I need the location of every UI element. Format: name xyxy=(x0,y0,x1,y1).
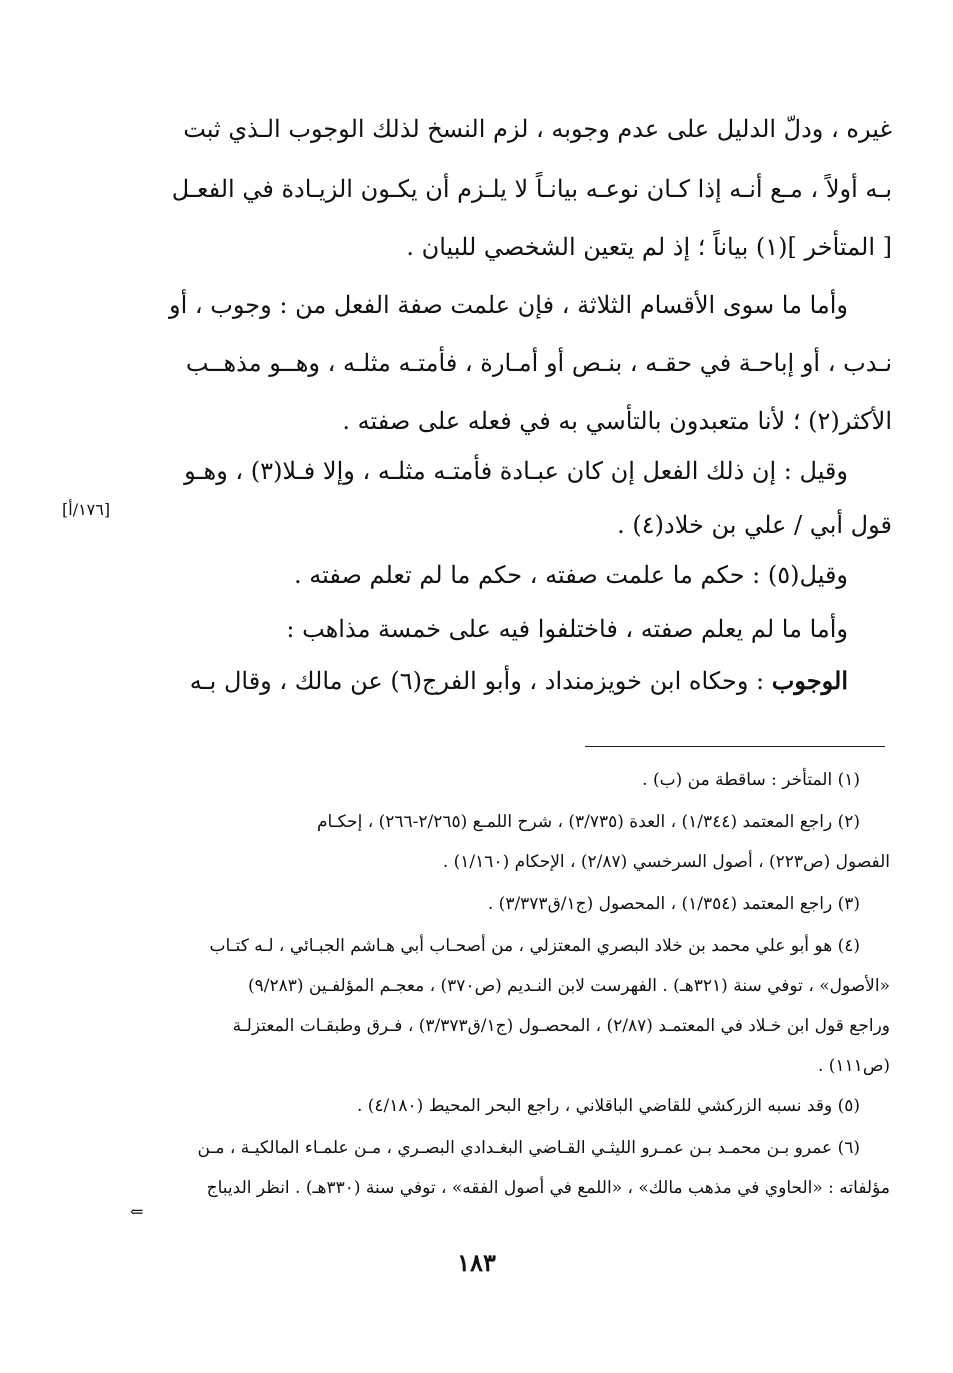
footnote-line: «الأصول» ، توفي سنة (٣٢١هـ) . الفهرست لابن النـديم (ص٣٧٠) ، معجـم المؤلفـين (٩/٢٨٣) xyxy=(247,976,890,996)
text-line: [ المتأخر ](١) بياناً ؛ إذ لم يتعين الشخصي للبيان . xyxy=(406,233,892,261)
footnote-line: (٤) هو أبو علي محمد بن خلاد البصري المعتزلي ، من أصحـاب أبي هـاشم الجبـائي ، لـه كتـاب xyxy=(209,936,860,956)
text-line-rest: : وحكاه ابن خويزمنداد ، وأبو الفرج(٦) عن مالك ، وقال بـه xyxy=(189,667,772,695)
text-line: وأما ما لم يعلم صفته ، فاختلفوا فيه على خمسة مذاهب : xyxy=(286,615,848,643)
footnote-line: مؤلفاته : «الحاوي في مذهب مالك» ، «اللمع في أصول الفقه» ، توفي سنة (٣٣٠هـ) . انظر الديباج xyxy=(206,1178,890,1198)
text-line: وقيل(٥) : حكم ما علمت صفته ، حكم ما لم تعلم صفته . xyxy=(294,561,848,589)
footnote-line: وراجع قول ابن خـلاد في المعتمـد (٢/٨٧) ، المحصـول (ج١/ق٣/٣٧٣) ، فـرق وطبقـات المعتزلـة xyxy=(232,1016,890,1036)
text-line: بـه أولاً ، مـع أنـه إذا كـان نوعـه بيانـاً لا يلـزم أن يكـون الزيـادة في الفعـل xyxy=(171,175,892,203)
footnote-line: الفصول (ص٢٢٣) ، أصول السرخسي (٢/٨٧) ، الإحكام (١/١٦٠) . xyxy=(442,852,890,872)
margin-folio-note: [١٧٦/أ] xyxy=(62,500,111,519)
text-line: غيره ، ودلّ الدليل على عدم وجوبه ، لزم النسخ لذلك الوجوب الـذي ثبت xyxy=(183,115,892,143)
text-line: قول أبي / علي بن خلاد(٤) . xyxy=(617,511,892,539)
text-line-last xyxy=(132,652,892,710)
text-line: نـدب ، أو إباحـة في حقـه ، بنـص أو أمـارة ، فأمتـه مثلـه ، وهــو مذهــب xyxy=(185,349,892,377)
footnote-separator xyxy=(585,746,885,747)
page-number: ١٨٣ xyxy=(457,1248,496,1277)
text-line: وأما ما سوى الأقسام الثلاثة ، فإن علمت صفة الفعل من : وجوب ، أو xyxy=(169,291,848,319)
text-line: وقيل : إن ذلك الفعل إن كان عبـادة فأمتـه مثلـه ، وإلا فـلا(٣) ، وهـو xyxy=(184,457,848,485)
footnote-line: (٥) وقد نسبه الزركشي للقاضي الباقلاني ، راجع البحر المحيط (٤/١٨٠) . xyxy=(356,1096,860,1116)
footnote-line: (٣) راجع المعتمد (١/٣٥٤) ، المحصول (ج١/ق٣/٣٧٣) . xyxy=(487,894,860,914)
continue-arrow-icon: ⇐ xyxy=(130,1202,144,1221)
text-line: الأكثر(٢) ؛ لأنا متعبدون بالتأسي به في فعله على صفته . xyxy=(342,407,892,435)
footnote-line: (٢) راجع المعتمد (١/٣٤٤) ، العدة (٣/٧٣٥) ، شرح اللمـع (٢/٢٦٥-٢٦٦) ، إحكـام xyxy=(316,812,860,832)
footnote-line: (ص١١١) . xyxy=(817,1056,890,1076)
footnote-line: (١) المتأخر : ساقطة من (ب) . xyxy=(642,770,860,790)
keyword-wujub: الوجوب xyxy=(771,666,848,695)
footnote-line: (٦) عمرو بـن محمـد بـن عمـرو الليثـي القـاضي البغـدادي البصـري ، مـن علمـاء المالكيـة ، مـن xyxy=(197,1138,860,1158)
